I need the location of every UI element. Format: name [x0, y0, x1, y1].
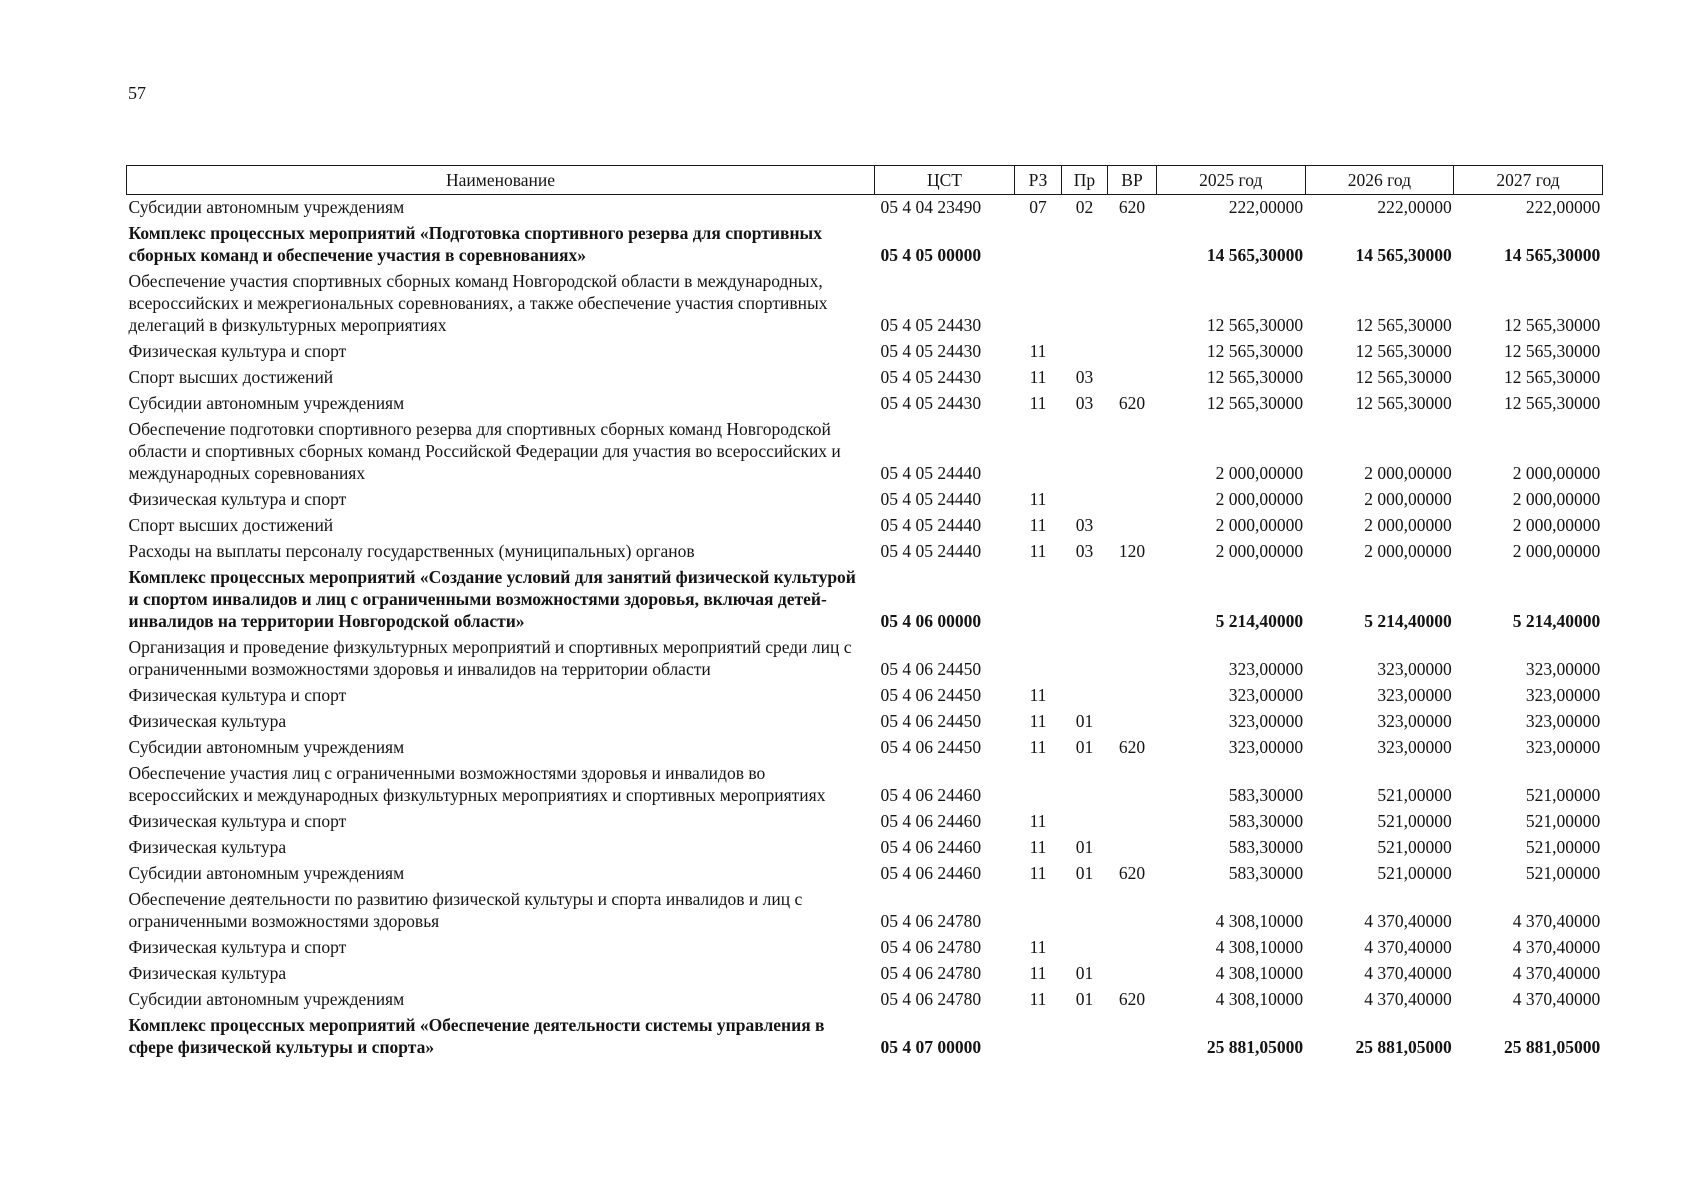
row-cst: 05 4 05 24430	[880, 393, 982, 413]
row-pr: 01	[1075, 963, 1094, 983]
row-rz	[1015, 269, 1062, 339]
row-cst: 05 4 06 24780	[880, 911, 982, 931]
row-value-2026: 2 000,00000	[1364, 463, 1452, 483]
row-vr	[1108, 835, 1157, 861]
table-row	[127, 735, 1603, 761]
row-name: Физическая культура и спорт	[128, 811, 347, 831]
row-pr: 03	[1075, 515, 1094, 535]
row-name: Физическая культура	[128, 711, 287, 731]
row-value-2025: 12 565,30000	[1206, 393, 1304, 413]
row-value-2026: 521,00000	[1377, 785, 1452, 805]
row-value-2027: 14 565,30000	[1504, 245, 1601, 265]
row-pr	[1062, 887, 1108, 935]
row-value-2026: 4 370,40000	[1364, 989, 1452, 1009]
row-value-2027: 12 565,30000	[1504, 393, 1601, 413]
row-value-2026: 521,00000	[1377, 863, 1452, 883]
row-cst: 05 4 06 24780	[880, 963, 982, 983]
table-row	[127, 887, 1603, 935]
table-row	[127, 539, 1603, 565]
row-value-2027: 521,00000	[1525, 837, 1601, 857]
row-pr: 03	[1075, 393, 1094, 413]
header-2026: 2026 год	[1305, 166, 1454, 195]
row-value-2026: 12 565,30000	[1355, 315, 1452, 335]
row-value-2026: 12 565,30000	[1355, 341, 1452, 361]
row-rz	[1015, 417, 1062, 487]
row-name: Обеспечение участия спортивных сборных команд Новгородской области в международных, всероссийских и межрегиональных соревнованиях, а также обеспечение участия спортивных делегаций в физкультурных мероприятиях	[128, 271, 828, 335]
row-cst: 05 4 05 00000	[880, 245, 982, 265]
row-vr	[1108, 709, 1157, 735]
row-vr	[1108, 365, 1157, 391]
row-pr	[1062, 1013, 1108, 1061]
row-rz: 11	[1029, 937, 1047, 957]
table-row	[127, 487, 1603, 513]
row-value-2026: 14 565,30000	[1355, 245, 1452, 265]
page-number: 57	[128, 83, 146, 103]
row-value-2026: 2 000,00000	[1364, 541, 1452, 561]
row-vr	[1108, 761, 1157, 809]
row-value-2026: 521,00000	[1377, 811, 1452, 831]
row-value-2025: 583,30000	[1228, 785, 1304, 805]
row-value-2027: 521,00000	[1525, 811, 1601, 831]
row-vr	[1108, 339, 1157, 365]
row-value-2027: 323,00000	[1525, 659, 1601, 679]
row-value-2026: 5 214,40000	[1364, 611, 1452, 631]
row-rz: 11	[1029, 963, 1047, 983]
row-pr	[1062, 635, 1108, 683]
row-value-2027: 4 370,40000	[1512, 989, 1601, 1009]
row-value-2027: 25 881,05000	[1504, 1037, 1601, 1057]
row-name: Физическая культура и спорт	[128, 685, 347, 705]
row-value-2026: 25 881,05000	[1355, 1037, 1452, 1057]
row-name: Обеспечение подготовки спортивного резерва для спортивных сборных команд Новгородской области и спортивных сборных команд Российской Федерации для участия во всероссийских и международных соревнованиях	[128, 419, 841, 483]
table-row	[127, 987, 1603, 1013]
row-value-2025: 4 308,10000	[1215, 963, 1304, 983]
row-value-2025: 323,00000	[1228, 685, 1304, 705]
row-value-2027: 12 565,30000	[1504, 315, 1601, 335]
row-cst: 05 4 06 24450	[880, 737, 982, 757]
row-rz: 07	[1029, 197, 1047, 217]
row-pr	[1062, 809, 1108, 835]
row-name: Физическая культура и спорт	[128, 489, 347, 509]
row-name: Физическая культура и спорт	[128, 341, 347, 361]
row-name: Организация и проведение физкультурных мероприятий и спортивных мероприятий среди лиц с ограниченными возможностями здоровья и инвалидов на территории области	[128, 637, 852, 679]
row-value-2027: 2 000,00000	[1512, 463, 1601, 483]
row-value-2026: 2 000,00000	[1364, 489, 1452, 509]
row-rz: 11	[1029, 541, 1047, 561]
header-cst: ЦСТ	[875, 166, 1015, 195]
row-pr	[1062, 339, 1108, 365]
row-vr	[1108, 221, 1157, 269]
row-name: Субсидии автономным учреждениям	[128, 863, 405, 883]
row-vr: 620	[1118, 989, 1146, 1009]
row-value-2025: 323,00000	[1228, 659, 1304, 679]
row-value-2025: 323,00000	[1228, 711, 1304, 731]
row-value-2027: 12 565,30000	[1504, 367, 1601, 387]
row-value-2025: 583,30000	[1228, 863, 1304, 883]
row-value-2025: 2 000,00000	[1215, 515, 1304, 535]
row-vr	[1108, 269, 1157, 339]
row-cst: 05 4 05 24440	[880, 463, 982, 483]
row-value-2026: 222,00000	[1377, 197, 1452, 217]
row-value-2027: 2 000,00000	[1512, 515, 1601, 535]
row-vr	[1108, 417, 1157, 487]
row-pr	[1062, 683, 1108, 709]
row-cst: 05 4 05 24430	[880, 341, 982, 361]
row-name: Физическая культура	[128, 963, 287, 983]
row-value-2027: 323,00000	[1525, 711, 1601, 731]
row-name: Спорт высших достижений	[128, 367, 334, 387]
row-vr: 620	[1118, 737, 1146, 757]
row-vr: 620	[1118, 393, 1146, 413]
row-name: Субсидии автономным учреждениям	[128, 197, 405, 217]
table-row	[127, 935, 1603, 961]
row-cst: 05 4 06 24460	[880, 811, 982, 831]
row-rz	[1015, 635, 1062, 683]
row-rz: 11	[1029, 837, 1047, 857]
row-pr: 01	[1075, 837, 1094, 857]
row-vr	[1108, 487, 1157, 513]
row-rz	[1015, 221, 1062, 269]
row-cst: 05 4 06 24780	[880, 989, 982, 1009]
table-row	[127, 417, 1603, 487]
row-name: Комплекс процессных мероприятий «Создание условий для занятий физической культурой и спортом инвалидов и лиц с ограниченными возможностями здоровья, включая детей-инвалидов на территории Новгородской области»	[128, 567, 856, 631]
row-name: Комплекс процессных мероприятий «Обеспечение деятельности системы управления в сфере физической культуры и спорта»	[128, 1015, 825, 1057]
row-cst: 05 4 05 24440	[880, 489, 982, 509]
row-rz: 11	[1029, 989, 1047, 1009]
row-name: Субсидии автономным учреждениям	[128, 737, 405, 757]
row-name: Физическая культура и спорт	[128, 937, 347, 957]
table-row	[127, 365, 1603, 391]
header-rz: РЗ	[1015, 166, 1062, 195]
row-value-2027: 12 565,30000	[1504, 341, 1601, 361]
table-row	[127, 809, 1603, 835]
row-value-2027: 4 370,40000	[1512, 937, 1601, 957]
row-value-2025: 2 000,00000	[1215, 541, 1304, 561]
row-vr	[1108, 961, 1157, 987]
row-pr: 03	[1075, 367, 1094, 387]
row-value-2025: 12 565,30000	[1206, 367, 1304, 387]
row-cst: 05 4 05 24430	[880, 367, 982, 387]
table-header	[127, 166, 1603, 195]
row-pr: 01	[1075, 863, 1094, 883]
row-rz: 11	[1029, 863, 1047, 883]
row-vr	[1108, 635, 1157, 683]
table-section-row	[127, 565, 1603, 635]
row-value-2025: 5 214,40000	[1215, 611, 1304, 631]
row-value-2026: 4 370,40000	[1364, 911, 1452, 931]
row-name: Субсидии автономным учреждениям	[128, 393, 405, 413]
row-cst: 05 4 06 24460	[880, 863, 982, 883]
row-value-2025: 323,00000	[1228, 737, 1304, 757]
row-value-2026: 4 370,40000	[1364, 963, 1452, 983]
row-value-2027: 521,00000	[1525, 785, 1601, 805]
row-value-2027: 323,00000	[1525, 685, 1601, 705]
table-row	[127, 861, 1603, 887]
row-value-2025: 2 000,00000	[1215, 489, 1304, 509]
row-name: Обеспечение участия лиц с ограниченными возможностями здоровья и инвалидов во всероссийских и международных физкультурных мероприятиях и спортивных мероприятиях	[128, 763, 826, 805]
table-row	[127, 835, 1603, 861]
row-cst: 05 4 04 23490	[880, 197, 982, 217]
row-value-2025: 25 881,05000	[1206, 1037, 1304, 1057]
row-value-2025: 583,30000	[1228, 811, 1304, 831]
row-pr	[1062, 935, 1108, 961]
header-row	[127, 166, 1603, 195]
row-pr: 01	[1075, 989, 1094, 1009]
table-section-row	[127, 221, 1603, 269]
row-name: Обеспечение деятельности по развитию физической культуры и спорта инвалидов и лиц с ограниченными возможностями здоровья	[128, 889, 803, 931]
row-value-2027: 222,00000	[1525, 197, 1601, 217]
table-row	[127, 683, 1603, 709]
row-cst: 05 4 06 24780	[880, 937, 982, 957]
row-pr	[1062, 761, 1108, 809]
row-pr: 01	[1075, 711, 1094, 731]
row-rz: 11	[1029, 341, 1047, 361]
header-2027: 2027 год	[1454, 166, 1603, 195]
row-rz: 11	[1029, 737, 1047, 757]
row-value-2026: 12 565,30000	[1355, 367, 1452, 387]
row-vr	[1108, 1013, 1157, 1061]
row-rz: 11	[1029, 489, 1047, 509]
table-body	[127, 195, 1603, 1062]
row-rz	[1015, 565, 1062, 635]
row-rz	[1015, 761, 1062, 809]
row-pr: 02	[1075, 197, 1094, 217]
row-cst: 05 4 06 24460	[880, 837, 982, 857]
row-value-2025: 12 565,30000	[1206, 341, 1304, 361]
row-rz: 11	[1029, 393, 1047, 413]
row-cst: 05 4 06 24450	[880, 659, 982, 679]
row-vr: 120	[1118, 541, 1146, 561]
row-value-2026: 521,00000	[1377, 837, 1452, 857]
budget-table	[126, 165, 1603, 1061]
table-row	[127, 339, 1603, 365]
row-vr: 620	[1118, 863, 1146, 883]
row-value-2025: 14 565,30000	[1206, 245, 1304, 265]
row-vr	[1108, 513, 1157, 539]
row-value-2026: 323,00000	[1377, 659, 1452, 679]
row-rz: 11	[1029, 811, 1047, 831]
row-rz: 11	[1029, 685, 1047, 705]
row-cst: 05 4 07 00000	[880, 1037, 982, 1057]
row-value-2026: 12 565,30000	[1355, 393, 1452, 413]
row-name: Расходы на выплаты персоналу государственных (муниципальных) органов	[128, 541, 695, 561]
row-pr	[1062, 565, 1108, 635]
row-name: Спорт высших достижений	[128, 515, 334, 535]
row-cst: 05 4 06 00000	[880, 611, 982, 631]
row-value-2025: 222,00000	[1228, 197, 1304, 217]
row-value-2025: 4 308,10000	[1215, 937, 1304, 957]
row-cst: 05 4 05 24440	[880, 541, 982, 561]
row-cst: 05 4 05 24430	[880, 315, 982, 335]
table-row	[127, 635, 1603, 683]
header-2025: 2025 год	[1157, 166, 1306, 195]
row-pr: 03	[1075, 541, 1094, 561]
row-value-2027: 323,00000	[1525, 737, 1601, 757]
row-value-2026: 323,00000	[1377, 737, 1452, 757]
row-name: Субсидии автономным учреждениям	[128, 989, 405, 1009]
row-value-2027: 4 370,40000	[1512, 963, 1601, 983]
row-rz	[1015, 1013, 1062, 1061]
header-vr: ВР	[1108, 166, 1157, 195]
row-pr	[1062, 487, 1108, 513]
row-pr	[1062, 221, 1108, 269]
row-name: Комплекс процессных мероприятий «Подготовка спортивного резерва для спортивных сборных команд и обеспечение участия в соревнованиях»	[128, 223, 822, 265]
table-row	[127, 513, 1603, 539]
row-vr	[1108, 565, 1157, 635]
row-name: Физическая культура	[128, 837, 287, 857]
row-rz: 11	[1029, 515, 1047, 535]
row-pr: 01	[1075, 737, 1094, 757]
row-cst: 05 4 06 24460	[880, 785, 982, 805]
row-value-2026: 323,00000	[1377, 685, 1452, 705]
row-cst: 05 4 06 24450	[880, 711, 982, 731]
table-row	[127, 195, 1603, 222]
table-row	[127, 391, 1603, 417]
row-value-2026: 4 370,40000	[1364, 937, 1452, 957]
row-value-2027: 2 000,00000	[1512, 489, 1601, 509]
row-value-2025: 2 000,00000	[1215, 463, 1304, 483]
row-value-2025: 583,30000	[1228, 837, 1304, 857]
row-vr	[1108, 809, 1157, 835]
row-vr	[1108, 887, 1157, 935]
row-rz: 11	[1029, 711, 1047, 731]
header-pr: Пр	[1062, 166, 1108, 195]
row-rz: 11	[1029, 367, 1047, 387]
table-row	[127, 961, 1603, 987]
row-cst: 05 4 06 24450	[880, 685, 982, 705]
row-value-2027: 2 000,00000	[1512, 541, 1601, 561]
row-value-2025: 4 308,10000	[1215, 989, 1304, 1009]
row-pr	[1062, 269, 1108, 339]
table-row	[127, 761, 1603, 809]
row-vr: 620	[1118, 197, 1146, 217]
row-value-2027: 5 214,40000	[1512, 611, 1601, 631]
row-pr	[1062, 417, 1108, 487]
row-rz	[1015, 887, 1062, 935]
row-value-2027: 521,00000	[1525, 863, 1601, 883]
row-value-2027: 4 370,40000	[1512, 911, 1601, 931]
row-vr	[1108, 935, 1157, 961]
header-name: Наименование	[127, 166, 875, 195]
row-value-2025: 4 308,10000	[1215, 911, 1304, 931]
row-value-2026: 323,00000	[1377, 711, 1452, 731]
row-cst: 05 4 05 24440	[880, 515, 982, 535]
row-value-2025: 12 565,30000	[1206, 315, 1304, 335]
table-section-row	[127, 1013, 1603, 1061]
table-row	[127, 709, 1603, 735]
table-row	[127, 269, 1603, 339]
row-value-2026: 2 000,00000	[1364, 515, 1452, 535]
row-vr	[1108, 683, 1157, 709]
